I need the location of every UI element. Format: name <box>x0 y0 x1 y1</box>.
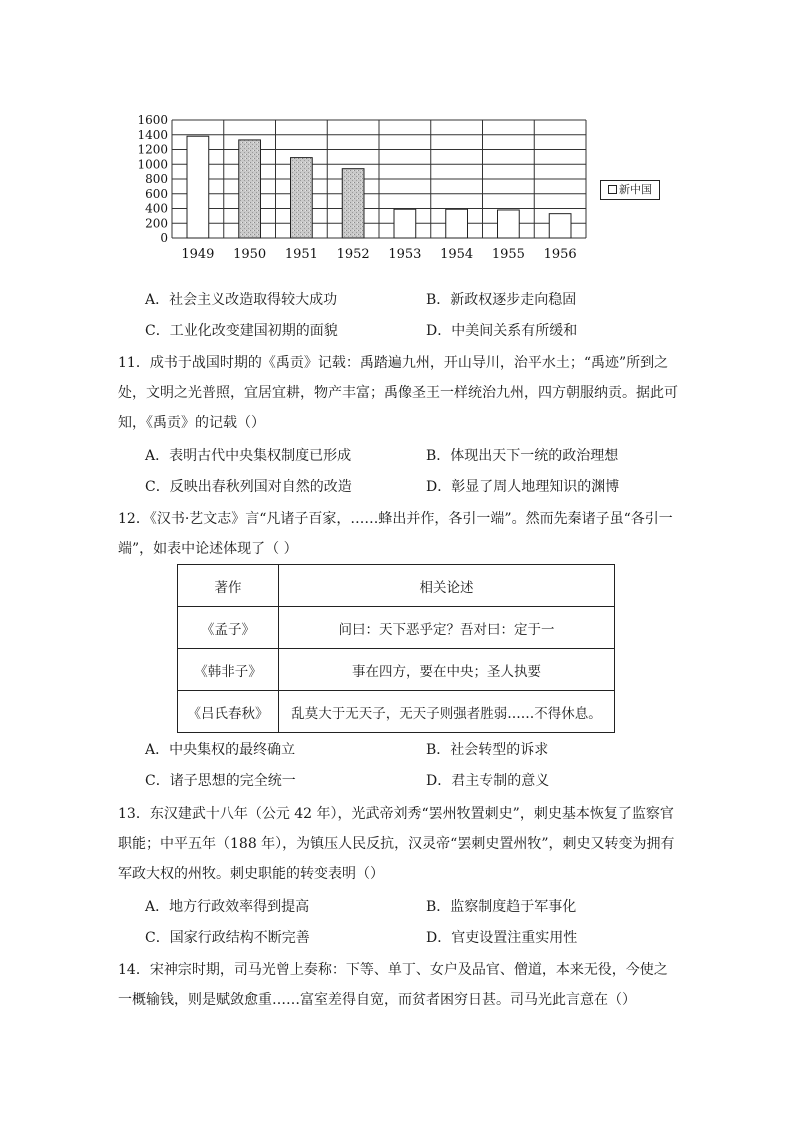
bar-chart <box>134 110 674 285</box>
table-row <box>178 607 615 649</box>
bar <box>498 210 520 238</box>
q10-option-c[interactable]: C．工业化改变建国初期的面貌 <box>145 323 338 339</box>
x-tick-label: 1951 <box>284 247 318 262</box>
q11-option-c[interactable]: C．反映出春秋列国对自然的改造 <box>145 479 352 495</box>
q10-option-d[interactable]: D．中美间关系有所缓和 <box>426 323 578 339</box>
y-tick-label: 400 <box>145 201 168 216</box>
q12-option-c[interactable]: C．诸子思想的完全统一 <box>145 773 296 789</box>
x-tick-label: 1953 <box>388 247 422 262</box>
table-cell: 乱莫大于无天子，无天子则强者胜弱……不得休息。 <box>279 691 615 733</box>
x-tick-label: 1950 <box>233 247 267 262</box>
q12-option-b[interactable]: B．社会转型的诉求 <box>426 742 549 758</box>
q13-stem: 13．东汉建武十八年（公元 42 年），光武帝刘秀“罢州牧置刺史”，刺史基本恢复了监察官职能；中平五年（188 年），为镇压人民反抗，汉灵帝“罢刺史置州牧”，刺史又转变为拥有军政大权的州牧。刺史职能的转变表明（） <box>118 806 675 882</box>
q11-option-d[interactable]: D．彰显了周人地理知识的渊博 <box>426 479 620 495</box>
table-cell: 问曰：天下恶乎定？吾对曰：定于一 <box>279 607 615 649</box>
y-tick-label: 1400 <box>137 127 168 142</box>
y-tick-label: 800 <box>145 172 168 186</box>
table-cell: 事在四方，要在中央；圣人执要 <box>279 649 615 691</box>
table-header-cell: 著作 <box>178 565 279 607</box>
x-tick-label: 1955 <box>491 247 525 262</box>
q11-option-b[interactable]: B．体现出天下一统的政治理想 <box>426 448 619 464</box>
table-row <box>178 691 615 733</box>
x-tick-label: 1949 <box>181 247 215 262</box>
legend-swatch-icon <box>608 185 617 194</box>
table-cell: 《孟子》 <box>178 607 279 649</box>
y-tick-label: 0 <box>160 231 168 245</box>
x-tick-label: 1956 <box>543 247 577 262</box>
bar <box>549 214 571 238</box>
x-tick-label: 1952 <box>336 247 370 262</box>
bar <box>446 209 468 238</box>
q11-option-a[interactable]: A．表明古代中央集权制度已形成 <box>145 448 352 464</box>
q13-option-d[interactable]: D．官吏设置注重实用性 <box>426 930 578 946</box>
works-table <box>177 564 615 733</box>
y-tick-label: 1000 <box>137 157 168 172</box>
q12-option-a[interactable]: A．中央集权的最终确立 <box>145 742 296 758</box>
chart-canvas <box>134 110 674 285</box>
table-row <box>178 649 615 691</box>
q13-option-a[interactable]: A．地方行政效率得到提高 <box>145 899 310 915</box>
q10-option-b[interactable]: B．新政权逐步走向稳固 <box>426 292 577 308</box>
q11-stem: 11．成书于战国时期的《禹贡》记载：禹踏遍九州，开山导川，治平水土；“禹迹”所到之处，文明之光普照，宜居宜耕，物产丰富；禹像圣王一样统治九州，四方朝服纳贡。据此可知，《禹贡》的记载（） <box>118 355 678 431</box>
bar <box>187 136 209 238</box>
chart-legend <box>600 180 660 200</box>
y-tick-label: 200 <box>145 216 168 231</box>
q13-option-c[interactable]: C．国家行政结构不断完善 <box>145 930 310 946</box>
bar <box>291 158 313 238</box>
bar <box>342 169 364 238</box>
table-cell: 《韩非子》 <box>178 649 279 691</box>
q10-option-a[interactable]: A．社会主义改造取得较大成功 <box>145 292 338 308</box>
bar <box>239 140 261 238</box>
table-header-cell: 相关论述 <box>279 565 615 607</box>
bar <box>394 209 416 238</box>
q12-stem: 12．《汉书·艺文志》言“凡诸子百家，……蜂出并作，各引一端”。然而先秦诸子虽“各引一端”，如表中论述体现了（ ） <box>118 511 673 557</box>
y-tick-label: 600 <box>145 186 168 201</box>
table-header-row <box>178 565 615 607</box>
legend-label: 新中国 <box>619 183 652 196</box>
q14-stem: 14．宋神宗时期，司马光曾上奏称：下等、单丁、女户及品官、僧道，本来无役，今使之一概输钱，则是赋敛愈重……富室差得自宽，而贫者困穷日甚。司马光此言意在（） <box>118 962 668 1008</box>
table-cell: 《吕氏春秋》 <box>178 691 279 733</box>
x-tick-label: 1954 <box>440 247 474 262</box>
y-tick-label: 1200 <box>137 142 168 157</box>
q13-option-b[interactable]: B．监察制度趋于军事化 <box>426 899 577 915</box>
y-tick-label: 1600 <box>137 113 168 127</box>
q12-option-d[interactable]: D．君主专制的意义 <box>426 773 550 789</box>
